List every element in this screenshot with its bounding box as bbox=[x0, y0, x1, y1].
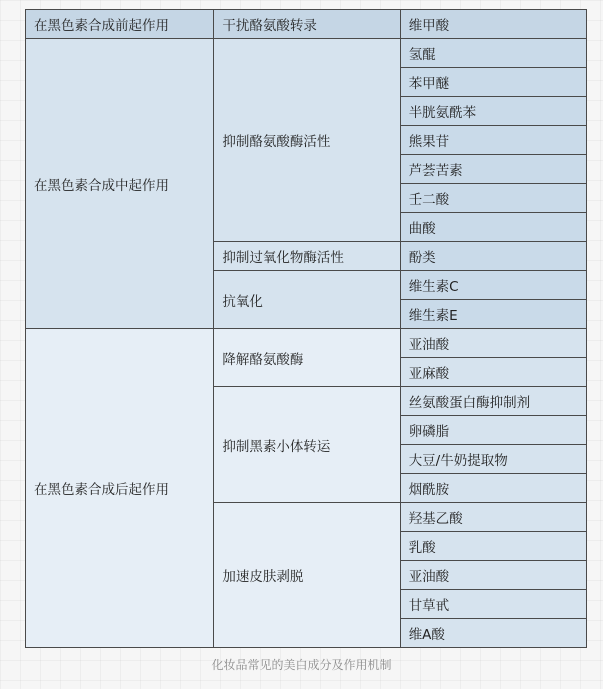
ingredient-cell: 维A酸 bbox=[400, 619, 586, 648]
stage-cell: 在黑色素合成中起作用 bbox=[26, 39, 214, 329]
ingredient-cell: 烟酰胺 bbox=[400, 474, 586, 503]
mechanism-cell: 加速皮肤剥脱 bbox=[214, 503, 400, 648]
ingredient-cell: 半胱氨酰苯 bbox=[400, 97, 586, 126]
stage-mid-section bbox=[26, 39, 587, 329]
table-row bbox=[26, 39, 587, 68]
header-row bbox=[26, 10, 587, 39]
ingredient-cell: 苯甲醚 bbox=[400, 68, 586, 97]
ingredient-cell: 酚类 bbox=[400, 242, 586, 271]
stage-late-section bbox=[26, 329, 587, 648]
ingredient-retinoic-acid-header: 维甲酸 bbox=[400, 10, 586, 39]
stage-early-header: 在黑色素合成前起作用 bbox=[26, 10, 214, 39]
ingredient-cell: 维生素E bbox=[400, 300, 586, 329]
mechanism-cell: 抑制黑素小体转运 bbox=[214, 387, 400, 503]
ingredient-cell: 熊果苷 bbox=[400, 126, 586, 155]
mechanism-cell: 抑制酪氨酸酶活性 bbox=[214, 39, 400, 242]
mechanism-cell: 抗氧化 bbox=[214, 271, 400, 329]
ingredient-cell: 羟基乙酸 bbox=[400, 503, 586, 532]
ingredient-cell: 芦荟苦素 bbox=[400, 155, 586, 184]
whitening-ingredients-table bbox=[25, 9, 587, 648]
ingredient-cell: 氢醌 bbox=[400, 39, 586, 68]
ingredient-cell: 曲酸 bbox=[400, 213, 586, 242]
figure-caption: 化妆品常见的美白成分及作用机制 bbox=[211, 658, 392, 672]
mechanism-cell: 降解酪氨酸酶 bbox=[214, 329, 400, 387]
ingredient-cell: 卵磷脂 bbox=[400, 416, 586, 445]
ingredient-cell: 亚麻酸 bbox=[400, 358, 586, 387]
ingredient-cell: 壬二酸 bbox=[400, 184, 586, 213]
stage-cell: 在黑色素合成后起作用 bbox=[26, 329, 214, 648]
ingredient-cell: 维生素C bbox=[400, 271, 586, 300]
ingredient-cell: 甘草甙 bbox=[400, 590, 586, 619]
mechanism-transcription-header: 干扰酪氨酸转录 bbox=[214, 10, 400, 39]
ingredient-cell: 乳酸 bbox=[400, 532, 586, 561]
ingredient-cell: 亚油酸 bbox=[400, 329, 586, 358]
table-row bbox=[26, 329, 587, 358]
ingredient-cell: 丝氨酸蛋白酶抑制剂 bbox=[400, 387, 586, 416]
ingredient-cell: 大豆/牛奶提取物 bbox=[400, 445, 586, 474]
mechanism-cell: 抑制过氧化物酶活性 bbox=[214, 242, 400, 271]
ingredient-cell: 亚油酸 bbox=[400, 561, 586, 590]
